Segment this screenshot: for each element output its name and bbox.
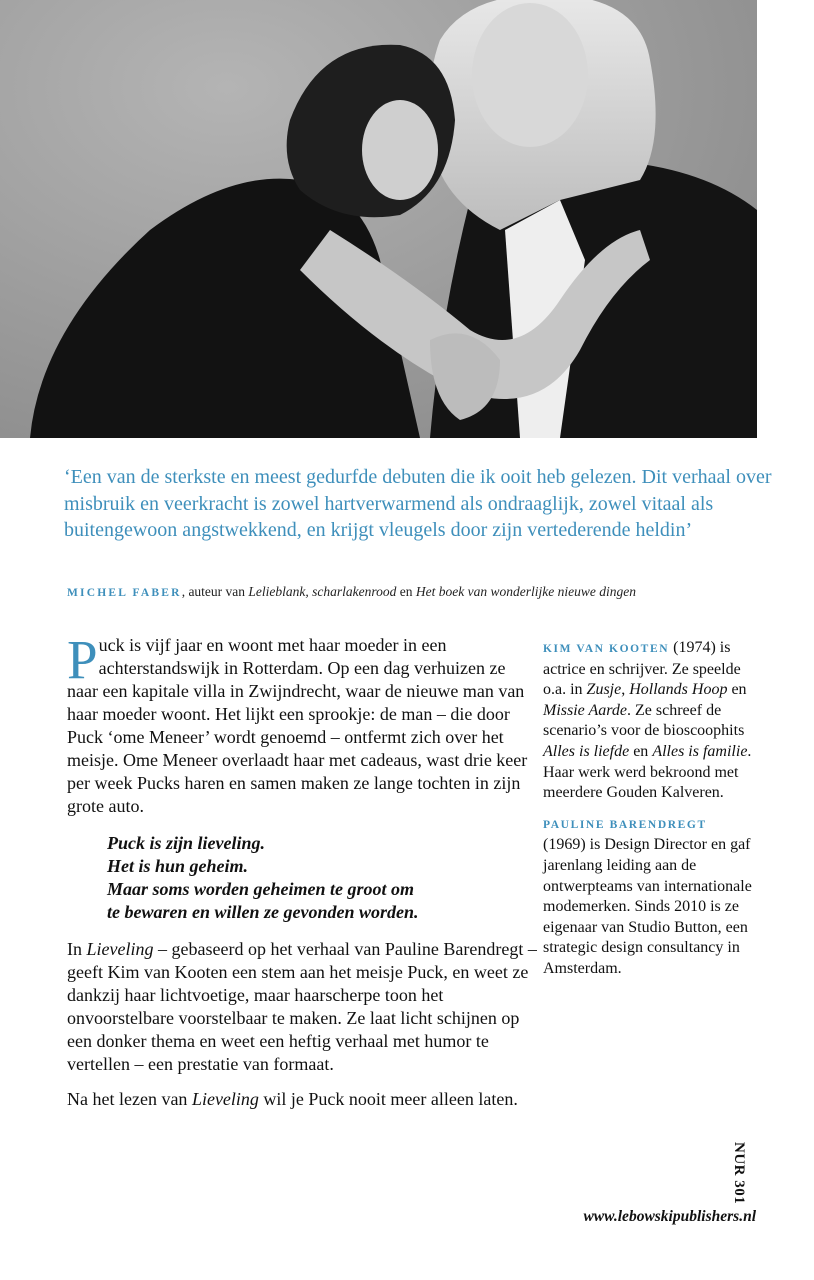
film-title: Zusje: [586, 681, 622, 699]
verse-line: Puck is zijn lieveling.: [107, 833, 266, 853]
blurb-paragraph-2-text: – gebaseerd op het verhaal van Pauline Barendregt – geeft Kim van Kooten een stem aan het meisje Puck, en weet ze dankzij haar lichtvoetige, maar haarscherpe toon het onvoorstelbare voorstelbaar te maken. Ze laat licht schijnen op een donker thema en weet een heftig verhaal met humor te vertellen – een prestatie van formaat.: [67, 939, 537, 1074]
blurb-paragraph-3-lead: Na het lezen van: [67, 1089, 192, 1109]
bio-text: . Ze schreef de scenario’s voor de bioscoophits: [543, 701, 745, 740]
review-quote-text: ‘Een van de sterkste en meest gedurfde debuten die ik ooit heb gelezen. Dit verhaal over misbruik en veerkracht is zowel hartverwarmend als ondraaglijk, zowel vitaal als buitengewoon angstwekkend, en krijgt vleugels door zijn vertederende heldin’: [64, 466, 772, 541]
blurb-main: [67, 629, 537, 1123]
bio-text: (1969) is Design Director en gaf jarenlang leiding aan de ontwerpteams van internationale modemerken. Sinds 2010 is ze eigenaar van Studio Button, een strategic design consultancy in Amsterdam.: [543, 836, 752, 977]
bio-text: en: [727, 681, 747, 699]
bio-kim-van-kooten: [543, 638, 753, 804]
drop-cap: P: [67, 629, 98, 690]
attribution-name: MICHEL FABER: [67, 587, 182, 599]
verse-line: te bewaren en willen ze gevonden worden.: [107, 902, 419, 922]
attribution-joiner: en: [396, 584, 416, 599]
film-title: Hollands Hoop: [629, 681, 728, 699]
blurb-verse: [107, 832, 537, 924]
film-title: Missie Aarde: [543, 701, 627, 719]
book-title: Lieveling: [191, 1089, 259, 1109]
bio-name: PAULINE BARENDREGT: [543, 818, 707, 831]
attribution-book-2: Het boek van wonderlijke nieuwe dingen: [415, 584, 636, 599]
publisher-url[interactable]: www.lebowskipublishers.nl: [583, 1208, 756, 1225]
blurb-paragraph-1: [67, 629, 537, 818]
blurb-paragraph-3: [67, 1088, 537, 1111]
blurb-paragraph-1-text: uck is vijf jaar en woont met haar moeder in een achterstandswijk in Rotterdam. Op een dag verhuizen ze naar een kapitale villa in Zwijndrecht, waar de nieuwe man van haar moeder woont. Het lijkt een sprookje: de man – die door Puck ‘ome Meneer’ wordt genoemd – ontfermt zich over het meisje. Ome Meneer overlaadt haar met cadeaus, wast drie keer per week Pucks haren en samen maken ze lange tochten in zijn grote auto.: [67, 635, 528, 816]
film-title: Alles is liefde: [543, 742, 630, 760]
blurb-paragraph-3-text: wil je Puck nooit meer alleen laten.: [258, 1089, 518, 1109]
bio-name: KIM VAN KOOTEN: [543, 643, 670, 655]
film-title: Alles is familie: [652, 742, 748, 760]
bio-text: ,: [621, 681, 630, 699]
quote-attribution: [67, 584, 782, 600]
bio-text: (1974) is actrice en schrijver. Ze speelde o.a. in: [543, 639, 741, 699]
blurb-paragraph-2-lead: In: [67, 939, 87, 959]
bio-pauline-barendregt: [543, 814, 753, 980]
verse-line: Maar soms worden geheimen te groot om: [107, 879, 415, 899]
portrait-photo-icon: [0, 0, 757, 438]
book-title: Lieveling: [86, 939, 154, 959]
attribution-book-1: Lelieblank, scharlakenrood: [248, 584, 397, 599]
review-quote: [64, 464, 776, 544]
author-bios: [543, 638, 753, 990]
attribution-prefix: , auteur van: [181, 584, 249, 599]
nur-code: NUR 301: [731, 1142, 747, 1205]
verse-line: Het is hun geheim.: [107, 856, 249, 876]
blurb-paragraph-2: [67, 938, 537, 1076]
cover-photo: [0, 0, 757, 438]
bio-text: en: [629, 742, 653, 760]
bio-text: . Haar werk werd bekroond met meerdere Gouden Kalveren.: [543, 742, 752, 802]
